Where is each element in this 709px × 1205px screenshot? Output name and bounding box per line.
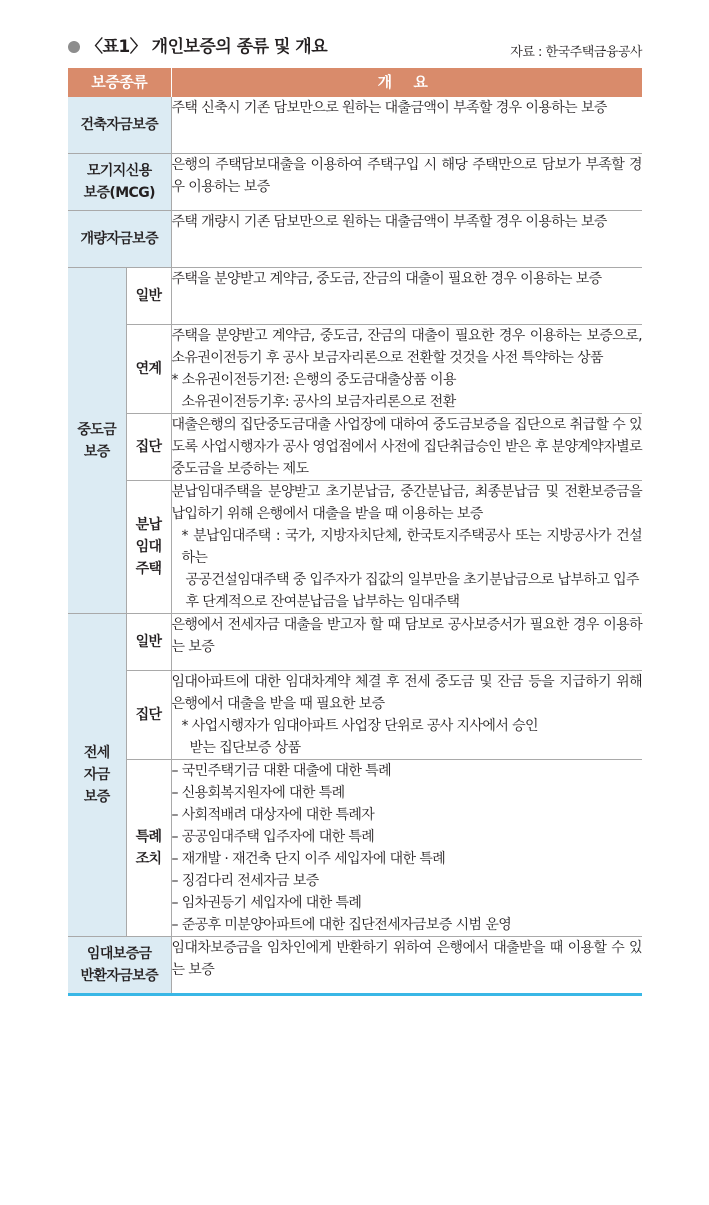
row-label-interim: 중도금 보증 <box>68 268 126 614</box>
table-row <box>68 614 642 671</box>
row-desc-interim-linked: 주택을 분양받고 계약금, 중도금, 잔금의 대출이 필요한 경우 이용하는 보증으로, 소유권이전등기 후 공사 보금자리론으로 전환할 것것을 사전 특약하는 상품 * 소유권이전등기전: 은행의 중도금대출상품 이용 소유권이전등기후: 공사의 보금자리론으로 전환 <box>171 325 642 414</box>
row-label-construction: 건축자금보증 <box>68 97 171 154</box>
list-item: – 징검다리 전세자금 보증 <box>171 873 319 889</box>
table-title: 〈표1〉 개인보증의 종류 및 개요 <box>68 34 327 60</box>
list-item: – 재개발 · 재건축 단지 이주 세입자에 대한 특례 <box>171 851 446 867</box>
row-desc-construction: 주택 신축시 기존 담보만으로 원하는 대출금액이 부족할 경우 이용하는 보증 <box>171 97 642 154</box>
table-header-row <box>68 68 642 97</box>
sub-label-interim-general: 일반 <box>126 268 171 325</box>
table-row <box>68 325 642 414</box>
row-label-deposit-return: 임대보증금 반환자금보증 <box>68 937 171 995</box>
row-desc-deposit-return: 임대차보증금을 임차인에게 반환하기 위하여 은행에서 대출받을 때 이용할 수 있는 보증 <box>171 937 642 995</box>
source-note: 자료 : 한국주택금융공사 <box>510 45 642 60</box>
guarantee-types-table <box>68 68 642 996</box>
list-item: – 국민주택기금 대환 대출에 대한 특례 <box>171 763 392 779</box>
list-item: – 사회적배려 대상자에 대한 특례자 <box>171 807 375 823</box>
row-label-renovation: 개량자금보증 <box>68 211 171 268</box>
table-row <box>68 937 642 995</box>
table-caption <box>68 34 642 64</box>
table-row <box>68 414 642 481</box>
header-desc: 개 요 <box>171 68 642 97</box>
list-item: – 공공임대주택 입주자에 대한 특례 <box>171 829 375 845</box>
row-desc-jeonse-special <box>171 760 642 937</box>
row-desc-interim-general: 주택을 분양받고 계약금, 중도금, 잔금의 대출이 필요한 경우 이용하는 보증 <box>171 268 642 325</box>
row-desc-interim-installment: 분납임대주택을 분양받고 초기분납금, 중간분납금, 최종분납금 및 전환보증금을 납입하기 위해 은행에서 대출을 받을 때 이용하는 보증 * 분납임대주택 : 국가, 지방자치단체, 한국토지주택공사 또는 지방공사가 건설하는 공공건설임대주택 중 입주자가 집값의 일부만을 초기분납금으로 납부하고 입주 후 단계적으로 잔여분납금을 납부하는 임대주택 <box>171 481 642 614</box>
list-item: – 준공후 미분양아파트에 대한 집단전세자금보증 시범 운영 <box>171 917 512 933</box>
list-item: – 임차권등기 세입자에 대한 특례 <box>171 895 362 911</box>
list-item: – 신용회복지원자에 대한 특례 <box>171 785 345 801</box>
table-row <box>68 268 642 325</box>
sub-label-jeonse-group: 집단 <box>126 671 171 760</box>
row-desc-renovation: 주택 개량시 기존 담보만으로 원하는 대출금액이 부족할 경우 이용하는 보증 <box>171 211 642 268</box>
row-label-mcg: 모기지신용 보증(MCG) <box>68 154 171 211</box>
table-row <box>68 671 642 760</box>
table-row <box>68 211 642 268</box>
sub-label-interim-group: 집단 <box>126 414 171 481</box>
row-desc-interim-group: 대출은행의 집단중도금대출 사업장에 대하여 중도금보증을 집단으로 취급할 수 있도록 사업시행자가 공사 영업점에서 사전에 집단취급승인 받은 후 분양계약자별로 중도금을 보증하는 제도 <box>171 414 642 481</box>
sub-label-interim-installment: 분납 임대 주택 <box>126 481 171 614</box>
row-desc-jeonse-general: 은행에서 전세자금 대출을 받고자 할 때 담보로 공사보증서가 필요한 경우 이용하는 보증 <box>171 614 642 671</box>
table-row <box>68 154 642 211</box>
bullet-dot-icon <box>68 41 80 53</box>
table-row <box>68 97 642 154</box>
sub-label-jeonse-special: 특례 조치 <box>126 760 171 937</box>
header-type: 보증종류 <box>68 68 171 97</box>
sub-label-interim-linked: 연계 <box>126 325 171 414</box>
table-row <box>68 760 642 937</box>
row-desc-mcg: 은행의 주택담보대출을 이용하여 주택구입 시 해당 주택만으로 담보가 부족할 경우 이용하는 보증 <box>171 154 642 211</box>
table-row <box>68 481 642 614</box>
row-desc-jeonse-group: 임대아파트에 대한 임대차계약 체결 후 전세 중도금 및 잔금 등을 지급하기 위해 은행에서 대출을 받을 때 필요한 보증 * 사업시행자가 임대아파트 사업장 단위로 공사 지사에서 승인 받는 집단보증 상품 <box>171 671 642 760</box>
row-label-jeonse: 전세 자금 보증 <box>68 614 126 937</box>
sub-label-jeonse-general: 일반 <box>126 614 171 671</box>
